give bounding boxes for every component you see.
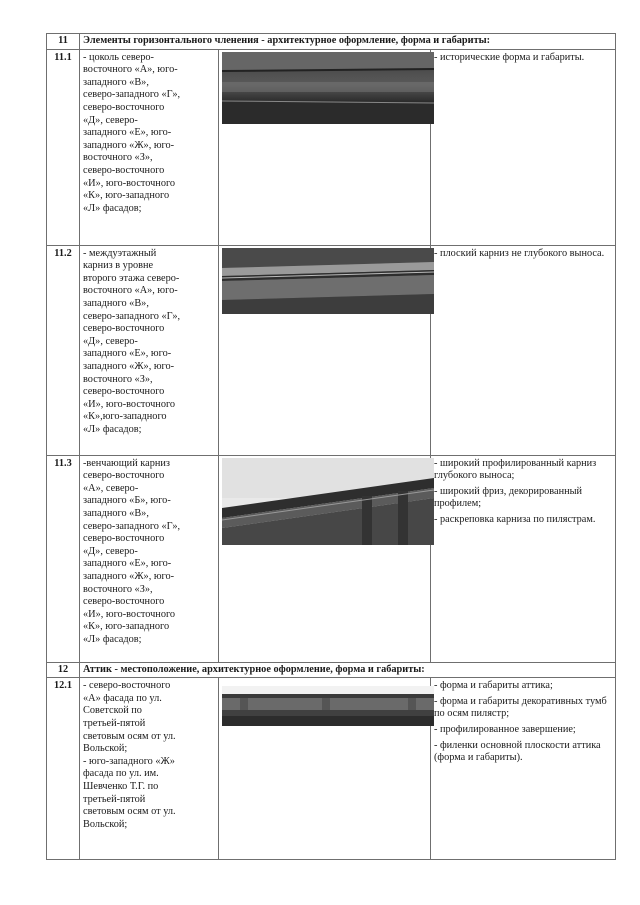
location-line: - северо-восточного xyxy=(83,680,171,692)
requirement-item: - широкий профилированный карниз глубокого выноса; xyxy=(434,457,597,482)
location-line: Советской по xyxy=(83,705,142,717)
location-line: западного «Ж», юго- xyxy=(83,570,175,582)
item-number: 11.1 xyxy=(47,49,80,245)
location-line: световым осям от ул. xyxy=(83,730,176,742)
photo-cell xyxy=(219,49,431,245)
location-line: Вольской; xyxy=(83,818,128,830)
location-line: восточного «З», xyxy=(83,583,153,595)
location-cell xyxy=(80,678,219,860)
plinth-photo xyxy=(222,52,434,124)
location-cell xyxy=(80,245,219,455)
section-row xyxy=(47,34,616,50)
location-line: западного «Е», юго- xyxy=(83,558,172,570)
location-line: световым осям от ул. xyxy=(83,806,176,818)
requirements-cell xyxy=(431,678,616,860)
requirement-item: - форма и габариты декоративных тумб по осям пилястр; xyxy=(434,695,607,720)
location-line: восточного «А», юго- xyxy=(83,64,178,76)
photo-cell xyxy=(219,455,431,662)
section-number: 12 xyxy=(47,662,80,678)
protected-elements-table xyxy=(46,33,616,860)
interfloor-cornice-photo xyxy=(222,248,434,314)
location-line: северо-восточного xyxy=(83,101,165,113)
location-line: северо-восточного xyxy=(83,323,165,335)
location-line: «И», юго-восточного xyxy=(83,608,176,620)
item-row xyxy=(47,678,616,860)
location-line: западного «Ж», юго- xyxy=(83,360,175,372)
requirement-item: - исторические форма и габариты. xyxy=(434,51,585,63)
section-title: Аттик - местоположение, архитектурное оформление, форма и габариты: xyxy=(80,662,616,678)
location-line: северо-западного «Г», xyxy=(83,520,181,532)
location-line: северо-восточного xyxy=(83,596,165,608)
location-line: фасада по ул. им. xyxy=(83,768,159,780)
location-line: северо-западного «Г», xyxy=(83,89,181,101)
location-line: карниз в уровне xyxy=(83,260,154,272)
requirement-item: - форма и габариты аттика; xyxy=(434,680,553,692)
location-line: Шевченко Т.Г. по xyxy=(83,780,159,792)
location-line: северо-восточного xyxy=(83,386,165,398)
location-line: «А» фасада по ул. xyxy=(83,692,162,704)
requirement-item: - плоский карниз не глубокого выноса. xyxy=(434,247,605,259)
item-number: 11.2 xyxy=(47,245,80,455)
item-row xyxy=(47,455,616,662)
location-cell xyxy=(80,49,219,245)
location-line: -венчающий карниз xyxy=(83,457,170,469)
location-line: восточного «З», xyxy=(83,373,153,385)
item-number: 11.3 xyxy=(47,455,80,662)
location-line: - междуэтажный xyxy=(83,247,157,259)
location-line: «Д», северо- xyxy=(83,114,138,126)
requirement-item: - филенки основной плоскости аттика (форма и габариты). xyxy=(434,739,601,764)
item-number: 12.1 xyxy=(47,678,80,860)
location-line: северо-восточного xyxy=(83,164,165,176)
location-line: «К»,юго-западного xyxy=(83,411,167,423)
location-line: восточного «А», юго- xyxy=(83,285,178,297)
location-line: восточного «З», xyxy=(83,152,153,164)
location-line: западного «Е», юго- xyxy=(83,127,172,139)
location-line: северо-восточного xyxy=(83,470,165,482)
location-line: западного «В», xyxy=(83,76,149,88)
location-line: третьей-пятой xyxy=(83,717,146,729)
requirement-item: - профилированное завершение; xyxy=(434,723,576,735)
photo-cell xyxy=(219,678,431,860)
location-line: «Л» фасадов; xyxy=(83,633,142,645)
location-line: «Л» фасадов; xyxy=(83,423,142,435)
location-line: западного «Б», юго- xyxy=(83,495,171,507)
location-line: «И», юго-восточного xyxy=(83,177,176,189)
requirements-cell xyxy=(431,245,616,455)
requirement-item: - раскреповка карниза по пилястрам. xyxy=(434,513,596,525)
location-line: северо-западного «Г», xyxy=(83,310,181,322)
location-line: западного «В», xyxy=(83,507,149,519)
location-line: «К», юго-западного xyxy=(83,621,170,633)
location-line: «И», юго-восточного xyxy=(83,398,176,410)
requirements-cell xyxy=(431,49,616,245)
location-line: третьей-пятой xyxy=(83,793,146,805)
location-line: «К», юго-западного xyxy=(83,190,170,202)
location-line: западного «Ж», юго- xyxy=(83,139,175,151)
section-title: Элементы горизонтального членения - архитектурное оформление, форма и габариты: xyxy=(80,34,616,50)
section-row xyxy=(47,662,616,678)
location-line: северо-восточного xyxy=(83,533,165,545)
location-line: «Д», северо- xyxy=(83,545,138,557)
requirements-cell xyxy=(431,455,616,662)
location-cell xyxy=(80,455,219,662)
attic-photo xyxy=(222,686,434,726)
section-number: 11 xyxy=(47,34,80,50)
requirement-item: - широкий фриз, декорированный профилем; xyxy=(434,485,583,510)
item-row xyxy=(47,49,616,245)
location-line: «Д», северо- xyxy=(83,335,138,347)
crowning-cornice-photo xyxy=(222,458,434,545)
photo-cell xyxy=(219,245,431,455)
location-line: западного «В», xyxy=(83,297,149,309)
item-row xyxy=(47,245,616,455)
location-line: «А», северо- xyxy=(83,482,139,494)
location-line: второго этажа северо- xyxy=(83,272,180,284)
location-line: - юго-западного «Ж» xyxy=(83,755,175,767)
location-line: Вольской; xyxy=(83,743,128,755)
location-line: - цоколь северо- xyxy=(83,51,154,63)
location-line: «Л» фасадов; xyxy=(83,202,142,214)
location-line: западного «Е», юго- xyxy=(83,348,172,360)
